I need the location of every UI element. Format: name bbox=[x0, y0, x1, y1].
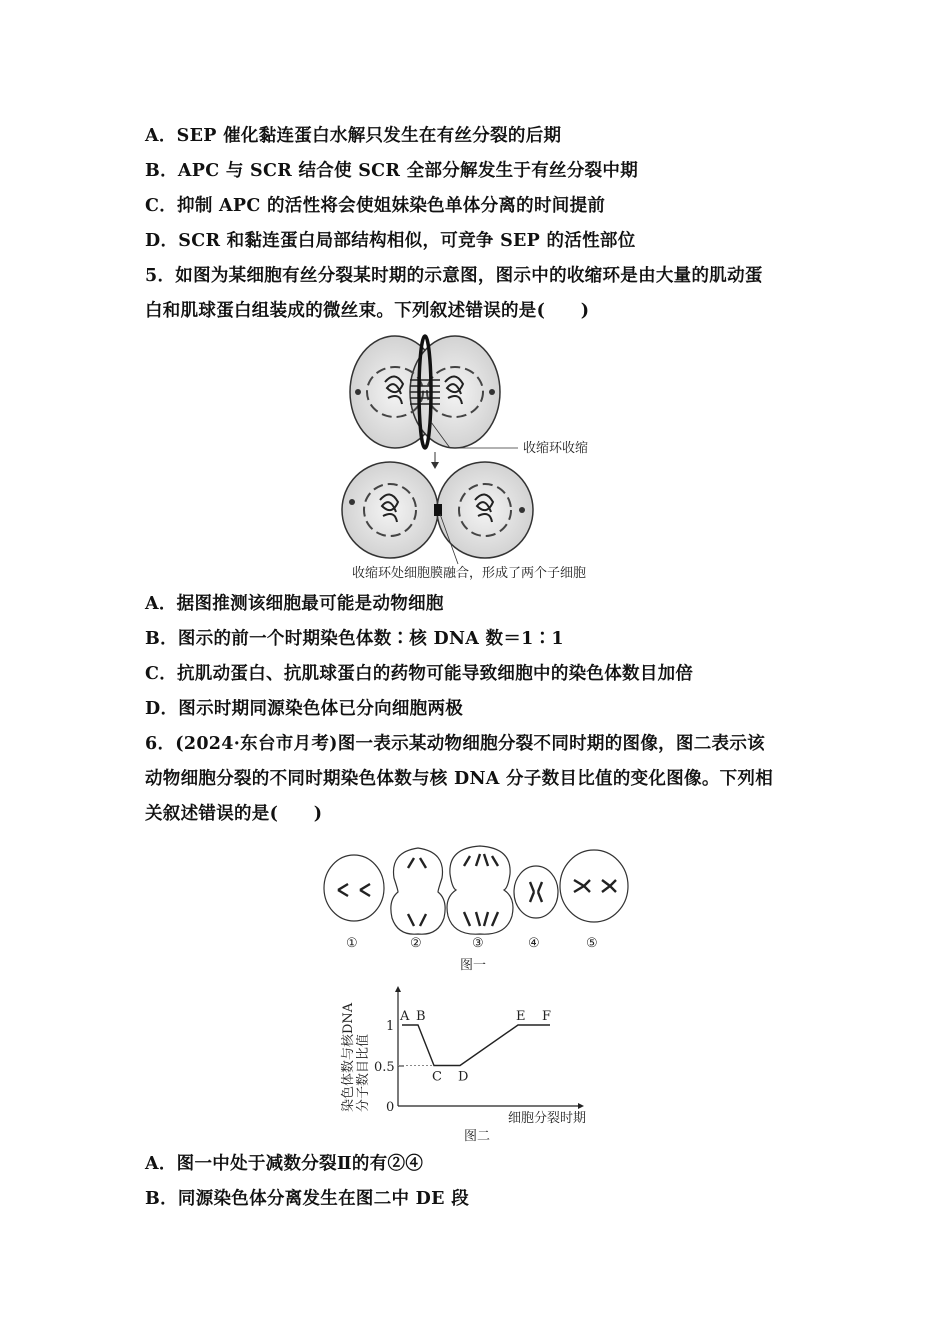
lower-cells bbox=[342, 462, 533, 558]
point-label-f: F bbox=[542, 1009, 552, 1024]
q5-stem-line1: 5．如图为某细胞有丝分裂某时期的示意图，图示中的收缩环是由大量的肌动蛋 bbox=[145, 266, 763, 286]
q4-option-d: D．SCR 和黏连蛋白局部结构相似，可竞争 SEP 的活性部位 bbox=[145, 231, 636, 251]
y-tick-0-5: 0.5 bbox=[374, 1060, 395, 1075]
q5-option-c: C．抗肌动蛋白、抗肌球蛋白的药物可能导致细胞中的染色体数目加倍 bbox=[145, 664, 694, 684]
q6-stem-line3: 关叙述错误的是( ) bbox=[145, 804, 323, 824]
point-label-e: E bbox=[516, 1009, 526, 1024]
q6-figure1-cells bbox=[318, 840, 638, 980]
point-label-d: D bbox=[458, 1069, 469, 1085]
point-label-b: B bbox=[416, 1009, 426, 1024]
svg-text:分子数目比值: 分子数目比值 bbox=[356, 1033, 371, 1112]
q4-option-c: C．抑制 APC 的活性将会使姐妹染色单体分离的时间提前 bbox=[145, 196, 606, 216]
point-label-c: C bbox=[432, 1069, 442, 1085]
q5-cell-division-figure bbox=[330, 332, 630, 582]
q6-stem-line1: 6．(2024·东台市月考)图一表示某动物细胞分裂不同时期的图像，图二表示该 bbox=[145, 734, 765, 754]
figure1-label-1: ① bbox=[346, 936, 358, 951]
figure1-label-5: ⑤ bbox=[586, 936, 598, 951]
q6-option-a: A．图一中处于减数分裂Ⅱ的有②④ bbox=[145, 1154, 424, 1174]
q6-stem-line2: 动物细胞分裂的不同时期染色体数与核 DNA 分子数目比值的变化图像。下列相 bbox=[145, 769, 774, 789]
x-axis-label: 细胞分裂时期 bbox=[508, 1111, 587, 1126]
q6-figure2-chart bbox=[340, 984, 620, 1144]
q4-option-b: B．APC 与 SCR 结合使 SCR 全部分解发生于有丝分裂中期 bbox=[145, 161, 639, 181]
figure1-caption: 图一 bbox=[460, 958, 487, 973]
ratio-line bbox=[402, 1025, 550, 1066]
point-label-a: A bbox=[400, 1009, 410, 1024]
y-axis-label bbox=[340, 1002, 371, 1112]
q5-stem-line2: 白和肌球蛋白组装成的微丝束。下列叙述错误的是( ) bbox=[145, 301, 590, 321]
figure1-label-4: ④ bbox=[528, 936, 540, 951]
daughter-cells-label: 收缩环处细胞膜融合，形成了两个子细胞 bbox=[352, 566, 587, 581]
q5-option-b: B．图示的前一个时期染色体数∶核 DNA 数＝1∶1 bbox=[145, 629, 564, 649]
q5-option-d: D．图示时期同源染色体已分向细胞两极 bbox=[145, 699, 464, 719]
upper-cell bbox=[350, 336, 500, 448]
figure2-caption: 图二 bbox=[464, 1129, 491, 1144]
contractile-ring-label: 收缩环收缩 bbox=[523, 441, 589, 456]
y-tick-0: 0 bbox=[386, 1100, 395, 1115]
svg-text:染色体数与核DNA: 染色体数与核DNA bbox=[341, 1002, 356, 1112]
y-tick-1: 1 bbox=[386, 1019, 395, 1034]
figure1-label-3: ③ bbox=[472, 936, 484, 951]
q6-option-b: B．同源染色体分离发生在图二中 DE 段 bbox=[145, 1189, 469, 1209]
figure1-label-2: ② bbox=[410, 936, 422, 951]
q4-option-a: A．SEP 催化黏连蛋白水解只发生在有丝分裂的后期 bbox=[145, 126, 562, 146]
q5-option-a: A．据图推测该细胞最可能是动物细胞 bbox=[145, 594, 444, 614]
